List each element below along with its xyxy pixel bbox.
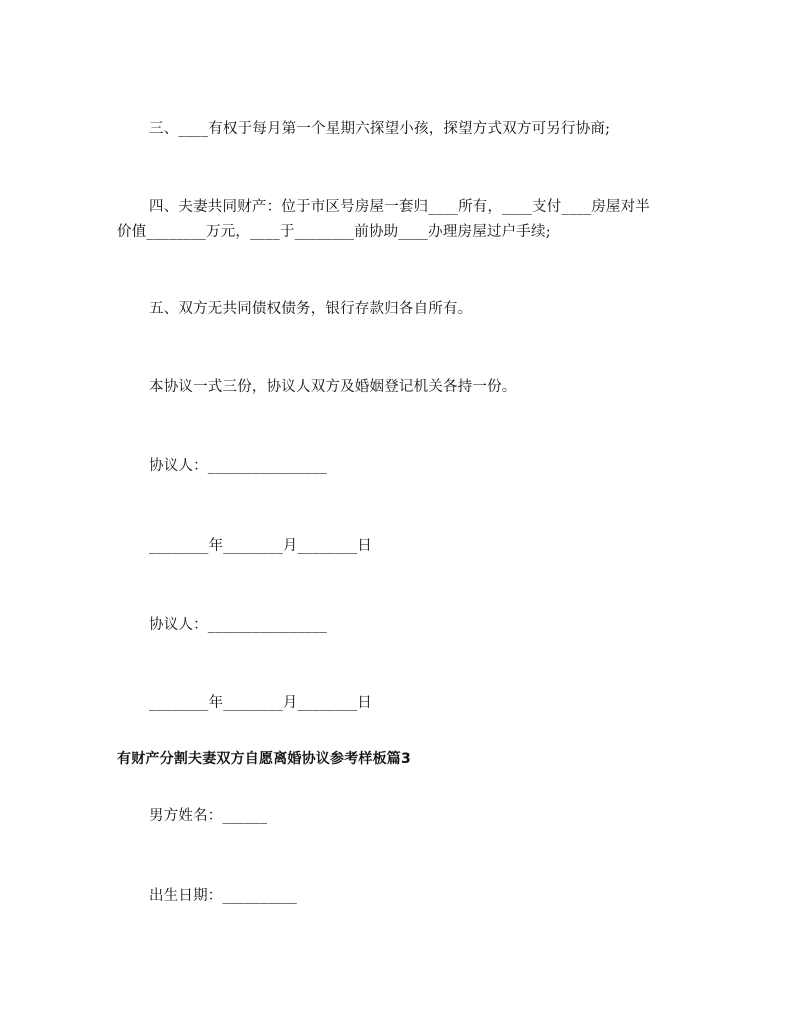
date-line-2: ________年________月________日 xyxy=(149,695,372,711)
clause-four-line-2: 价值________万元，____于________前协助____办理房屋过户手续; xyxy=(117,224,551,240)
male-name-field: 男方姓名：______ xyxy=(149,808,268,824)
birth-date-field: 出生日期：__________ xyxy=(149,888,297,904)
signatory-line-2: 协议人：________________ xyxy=(149,617,327,633)
signatory-line-1: 协议人：________________ xyxy=(149,458,327,474)
section-heading: 有财产分割夫妻双方自愿离婚协议参考样板篇3 xyxy=(117,751,411,767)
date-line-1: ________年________月________日 xyxy=(149,538,372,554)
clause-four-line-1: 四、夫妻共同财产：位于市区号房屋一套归____所有，____支付____房屋对半 xyxy=(149,199,650,215)
copies-clause: 本协议一式三份，协议人双方及婚姻登记机关各持一份。 xyxy=(149,379,517,395)
clause-five: 五、双方无共同债权债务，银行存款归各自所有。 xyxy=(149,301,473,317)
clause-three: 三、____有权于每月第一个星期六探望小孩，探望方式双方可另行协商; xyxy=(149,121,611,137)
